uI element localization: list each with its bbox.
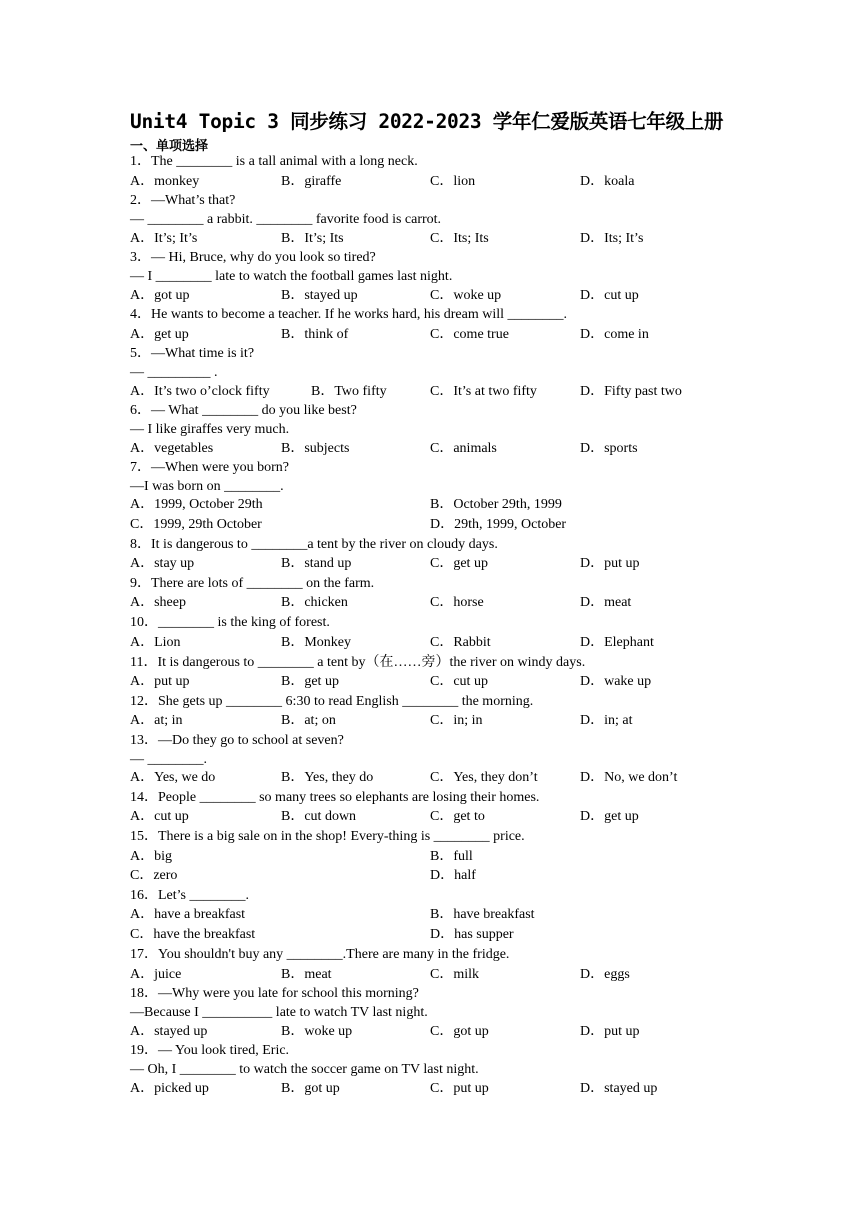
question-4-option-c[interactable]: C．come true: [430, 327, 509, 342]
question-5-stem-line2: — _________ .: [130, 365, 218, 380]
question-1-stem: 1．The ________ is a tall animal with a long neck.: [130, 154, 418, 169]
question-8-option-d[interactable]: D．put up: [580, 556, 640, 571]
question-2-option-c[interactable]: C．Its; Its: [430, 231, 489, 246]
question-19-stem: 19．— You look tired, Eric.: [130, 1043, 290, 1058]
question-5-stem: 5．—What time is it?: [130, 346, 255, 361]
question-4-option-a[interactable]: A．get up: [130, 327, 189, 342]
question-9-option-c[interactable]: C．horse: [430, 595, 484, 610]
question-17-option-b[interactable]: B．meat: [281, 967, 332, 982]
question-11-option-b[interactable]: B．get up: [281, 674, 339, 689]
question-18-stem-line2: —Because I __________ late to watch TV last night.: [130, 1005, 428, 1020]
question-4-option-d[interactable]: D．come in: [580, 327, 649, 342]
question-3-option-a[interactable]: A．got up: [130, 288, 190, 303]
question-9-option-a[interactable]: A．sheep: [130, 595, 186, 610]
question-12-option-d[interactable]: D．in; at: [580, 713, 633, 728]
question-2-option-b[interactable]: B．It’s; Its: [281, 231, 344, 246]
question-6-option-a[interactable]: A．vegetables: [130, 441, 214, 456]
question-1-option-b[interactable]: B．giraffe: [281, 174, 342, 189]
document-title: Unit4 Topic 3 同步练习 2022-2023 学年仁爱版英语七年级上册: [130, 110, 724, 133]
question-18-option-b[interactable]: B．woke up: [281, 1024, 353, 1039]
question-17-option-a[interactable]: A．juice: [130, 967, 182, 982]
question-13-stem: 13．—Do they go to school at seven?: [130, 733, 344, 748]
question-16-stem: 16．Let’s ________.: [130, 888, 249, 903]
question-5-option-d[interactable]: D．Fifty past two: [580, 384, 682, 399]
question-13-option-b[interactable]: B．Yes, they do: [281, 770, 374, 785]
question-11-option-a[interactable]: A．put up: [130, 674, 190, 689]
question-1-option-c[interactable]: C．lion: [430, 174, 476, 189]
question-17-option-d[interactable]: D．eggs: [580, 967, 630, 982]
question-13-option-d[interactable]: D．No, we don’t: [580, 770, 678, 785]
question-2-option-d[interactable]: D．Its; It’s: [580, 231, 644, 246]
question-19-option-b[interactable]: B．got up: [281, 1081, 340, 1096]
question-7-stem-line2: —I was born on ________.: [130, 479, 284, 494]
question-14-stem: 14．People ________ so many trees so elephants are losing their homes.: [130, 790, 540, 805]
question-6-stem-line2: — I like giraffes very much.: [130, 422, 290, 437]
question-13-stem-line2: — ________.: [130, 752, 207, 767]
question-5-option-b[interactable]: B．Two fifty: [311, 384, 387, 399]
question-7-option-a[interactable]: A．1999, October 29th: [130, 497, 263, 512]
question-15-option-b[interactable]: B．full: [430, 849, 473, 864]
question-3-option-d[interactable]: D．cut up: [580, 288, 639, 303]
question-6-option-d[interactable]: D．sports: [580, 441, 638, 456]
question-11-option-c[interactable]: C．cut up: [430, 674, 488, 689]
question-5-option-c[interactable]: C．It’s at two fifty: [430, 384, 537, 399]
question-2-stem-line2: — ________ a rabbit. ________ favorite food is carrot.: [130, 212, 442, 227]
question-8-option-a[interactable]: A．stay up: [130, 556, 195, 571]
question-12-stem: 12．She gets up ________ 6:30 to read English ________ the morning.: [130, 694, 534, 709]
question-18-stem: 18．—Why were you late for school this morning?: [130, 986, 419, 1001]
question-14-option-a[interactable]: A．cut up: [130, 809, 189, 824]
question-12-option-c[interactable]: C．in; in: [430, 713, 483, 728]
question-8-stem: 8．It is dangerous to ________a tent by the river on cloudy days.: [130, 537, 498, 552]
question-19-option-a[interactable]: A．picked up: [130, 1081, 209, 1096]
question-15-option-d[interactable]: D．half: [430, 868, 476, 883]
question-15-option-a[interactable]: A．big: [130, 849, 172, 864]
question-16-option-a[interactable]: A．have a breakfast: [130, 907, 246, 922]
question-12-option-b[interactable]: B．at; on: [281, 713, 336, 728]
question-15-option-c[interactable]: C．zero: [130, 868, 178, 883]
question-14-option-c[interactable]: C．get to: [430, 809, 485, 824]
question-1-option-a[interactable]: A．monkey: [130, 174, 200, 189]
question-16-option-d[interactable]: D．has supper: [430, 927, 514, 942]
question-4-option-b[interactable]: B．think of: [281, 327, 349, 342]
question-3-stem: 3．— Hi, Bruce, why do you look so tired?: [130, 250, 376, 265]
question-10-option-d[interactable]: D．Elephant: [580, 635, 654, 650]
question-16-option-b[interactable]: B．have breakfast: [430, 907, 535, 922]
question-7-option-d[interactable]: D．29th, 1999, October: [430, 517, 567, 532]
question-19-stem-line2: — Oh, I ________ to watch the soccer game on TV last night.: [130, 1062, 479, 1077]
question-10-option-c[interactable]: C．Rabbit: [430, 635, 491, 650]
question-16-option-c[interactable]: C．have the breakfast: [130, 927, 256, 942]
question-14-option-d[interactable]: D．get up: [580, 809, 639, 824]
question-15-stem: 15．There is a big sale on in the shop! Every-thing is ________ price.: [130, 829, 525, 844]
question-17-option-c[interactable]: C．milk: [430, 967, 480, 982]
question-11-option-d[interactable]: D．wake up: [580, 674, 652, 689]
question-2-stem: 2．—What’s that?: [130, 193, 236, 208]
question-19-option-c[interactable]: C．put up: [430, 1081, 489, 1096]
question-11-stem: 11．It is dangerous to ________ a tent by（在……旁）the river on windy days.: [130, 655, 586, 670]
question-10-option-b[interactable]: B．Monkey: [281, 635, 351, 650]
question-13-option-a[interactable]: A．Yes, we do: [130, 770, 216, 785]
question-7-option-c[interactable]: C．1999, 29th October: [130, 517, 262, 532]
question-4-stem: 4．He wants to become a teacher. If he works hard, his dream will ________.: [130, 307, 567, 322]
question-2-option-a[interactable]: A．It’s; It’s: [130, 231, 198, 246]
question-9-stem: 9．There are lots of ________ on the farm.: [130, 576, 375, 591]
question-6-option-b[interactable]: B．subjects: [281, 441, 350, 456]
question-9-option-d[interactable]: D．meat: [580, 595, 632, 610]
question-19-option-d[interactable]: D．stayed up: [580, 1081, 658, 1096]
question-3-option-b[interactable]: B．stayed up: [281, 288, 358, 303]
question-18-option-d[interactable]: D．put up: [580, 1024, 640, 1039]
question-3-option-c[interactable]: C．woke up: [430, 288, 502, 303]
question-13-option-c[interactable]: C．Yes, they don’t: [430, 770, 538, 785]
question-7-option-b[interactable]: B．October 29th, 1999: [430, 497, 562, 512]
question-10-stem: 10．________ is the king of forest.: [130, 615, 330, 630]
question-14-option-b[interactable]: B．cut down: [281, 809, 357, 824]
question-18-option-a[interactable]: A．stayed up: [130, 1024, 208, 1039]
question-9-option-b[interactable]: B．chicken: [281, 595, 348, 610]
question-3-stem-line2: — I ________ late to watch the football games last night.: [130, 269, 453, 284]
question-8-option-c[interactable]: C．get up: [430, 556, 488, 571]
section-heading: 一、单项选择: [130, 139, 209, 154]
question-6-stem: 6．— What ________ do you like best?: [130, 403, 357, 418]
question-8-option-b[interactable]: B．stand up: [281, 556, 352, 571]
question-1-option-d[interactable]: D．koala: [580, 174, 635, 189]
question-12-option-a[interactable]: A．at; in: [130, 713, 183, 728]
question-7-stem: 7．—When were you born?: [130, 460, 290, 475]
question-6-option-c[interactable]: C．animals: [430, 441, 497, 456]
question-17-stem: 17．You shouldn't buy any ________.There are many in the fridge.: [130, 947, 510, 962]
question-10-option-a[interactable]: A．Lion: [130, 635, 181, 650]
question-18-option-c[interactable]: C．got up: [430, 1024, 489, 1039]
question-5-option-a[interactable]: A．It’s two o’clock fifty: [130, 384, 270, 399]
